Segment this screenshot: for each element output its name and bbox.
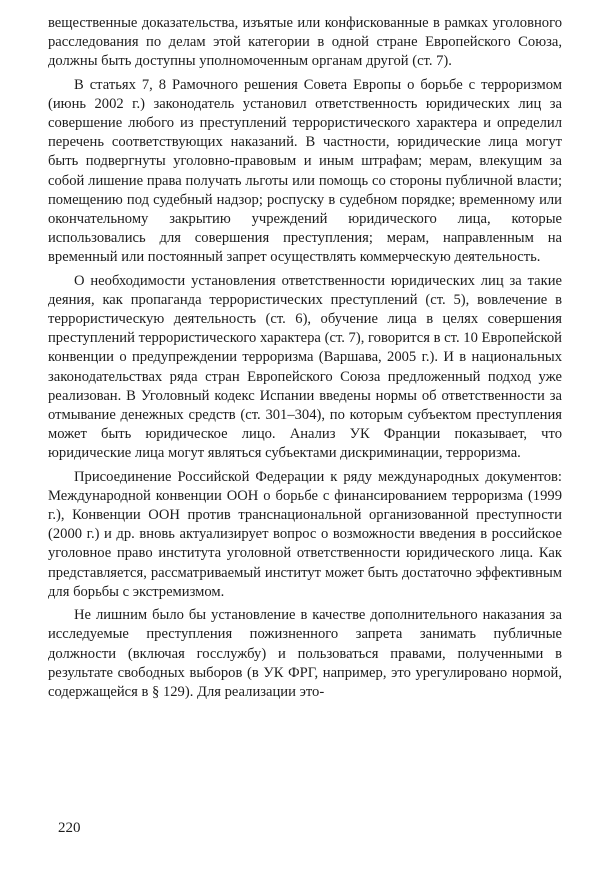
paragraph-5: Не лишним было бы установление в качестве дополнительного наказания за исследуемые преступления пожизненного запрета занимать публичные должности (включая госслужбу) и пользоваться правами, полученными в результате свободных выборов (в УК ФРГ, например, это урегулировано нормой, содержащейся в § 129). Для реализации это- (48, 607, 562, 700)
page-body (48, 14, 562, 706)
page-number: 220 (58, 820, 81, 836)
paragraph-3: О необходимости установления ответственности юридических лиц за такие деяния, как пропаганда террористических преступлений (ст. 5), вовлечение в террористическую деятельность (ст. 6), обучение лица в целях совершения преступлений террористического характера (ст. 7), говорится в ст. 10 Европейской конвенции о предупреждении терроризма (Варшава, 2005 г.). И в национальных законодательствах ряда стран Европейского Союза предложенный подход уже реализован. В Уголовный кодекс Испании введены нормы об ответственности за отмывание денежных средств (ст. 301–304), по которым субъектом преступления может быть юридическое лицо. Анализ УК Франции показывает, что юридические лица могут являться субъектами дискриминации, терроризма. (48, 272, 562, 462)
paragraph-2: В статьях 7, 8 Рамочного решения Совета Европы о борьбе с терроризмом (июнь 2002 г.) законодатель установил ответственность юридических лиц за совершение любого из преступлений террористического характера и определил перечень соответствующих наказаний. В частности, юридические лица могут быть подвергнуты уголовно-правовым и иным штрафам; мерам, влекущим за собой лишение права получать льготы или помощь со стороны публичной власти; помещению под судебный надзор; роспуску в судебном порядке; временному или окончательному закрытию учреждений юридического лица, которые использовались для совершения преступления; мерам, направленным на временный или постоянный запрет осуществлять коммерческую деятельность. (48, 76, 562, 266)
paragraph-1: вещественные доказательства, изъятые или конфискованные в рамках уголовного расследования по делам этой категории в одной стране Европейского Союза, должны быть доступны уполномоченным органам другой (ст. 7). (48, 15, 562, 70)
paragraph-4: Присоединение Российской Федерации к ряду международных документов: Международной конвенции ООН о борьбе с финансированием терроризма (1999 г.), Конвенции ООН против транснациональной организованной преступности (2000 г.) и др. вновь актуализирует вопрос о возможности введения в российское уголовное право института уголовной ответственности юридического лица. Как представляется, рассматриваемый институт может быть достаточно эффективным для борьбы с экстремизмом. (48, 468, 562, 600)
